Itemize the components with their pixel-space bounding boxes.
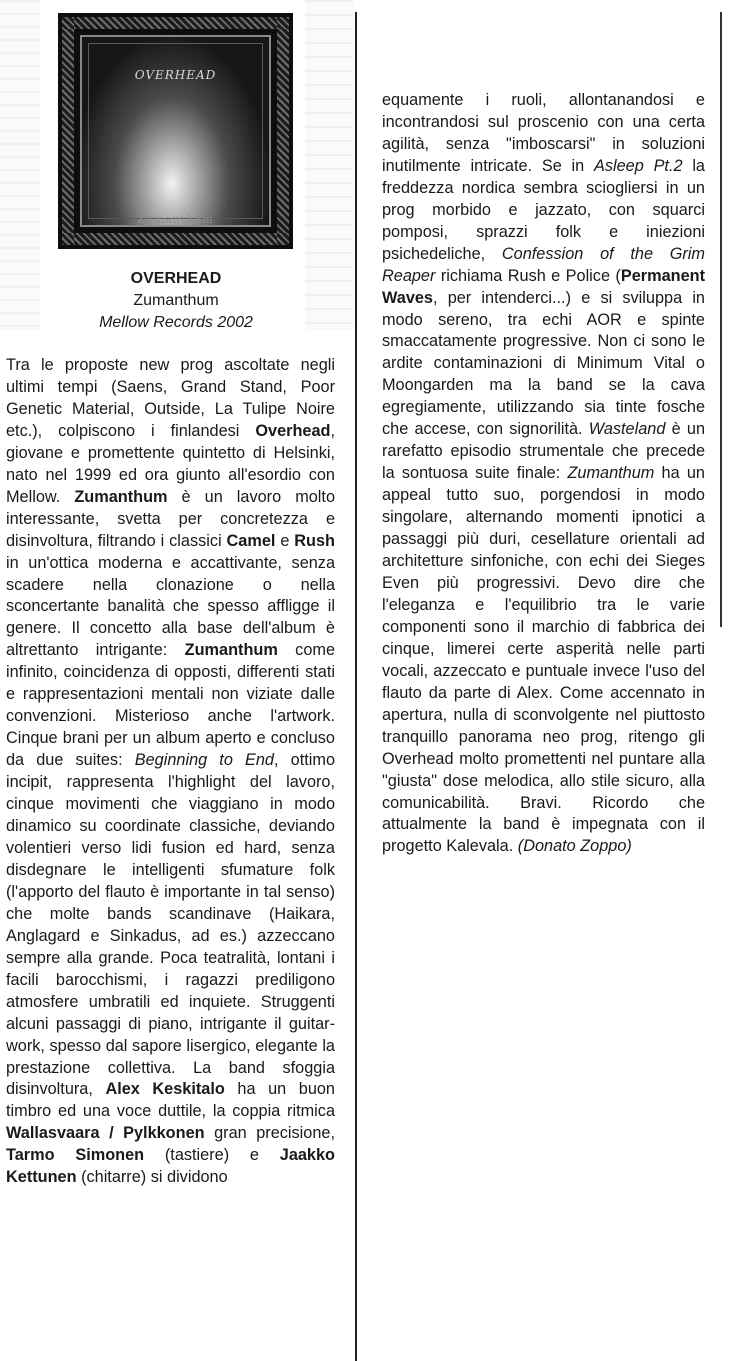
bold-name: Tarmo Simonen xyxy=(6,1146,145,1165)
text-run: in un'ottica moderna e accattivante, senza scadere nella clonazione o nella sconcertante banalità che spesso affligge il genere. Il concetto alla base dell'album è altrettanto intrigante: xyxy=(6,553,335,660)
cover-band-name: OVERHEAD xyxy=(134,68,217,82)
text-run: è un lavoro molto interessante, svetta per concretezza e disinvoltura, filtrando i classici xyxy=(6,487,336,550)
bleed-through-left xyxy=(0,0,40,330)
italic-title: Wasteland xyxy=(588,420,666,439)
text-run: , per intenderci...) e si sviluppa in modo sereno, tra echi AOR e spinte smaccatamente progressive. Non ci sono le ardite contaminazioni di Minimum Vital o Moongarden ma la band se la cava egregiamente, utilizzando sia tinte fosche che accese, con signorilità. xyxy=(382,288,705,439)
bold-name: Jaakko Kettunen xyxy=(6,1146,335,1187)
italic-title: Asleep Pt.2 xyxy=(594,156,683,175)
italic-title: Zumanthum xyxy=(567,464,655,483)
bleed-through-center xyxy=(305,0,353,330)
text-run: è un rarefatto episodio strumentale che precede la sontuosa suite finale: xyxy=(382,420,705,483)
bold-name: Alex Keskitalo xyxy=(105,1080,225,1099)
cover-album-name: Zumanthum xyxy=(137,213,214,226)
album-cover xyxy=(58,13,293,249)
bold-name: Rush xyxy=(294,531,335,550)
column-divider xyxy=(355,12,357,1361)
text-run: (tastiere) e xyxy=(144,1146,280,1165)
text-run: ha un buon timbro ed una voce duttile, la coppia ritmica xyxy=(6,1080,335,1121)
text-run: equamente i ruoli, allontanandosi e incontrandosi sul proscenio con una certa agilità, senza "imboscarsi" in soluzioni inutilmente intricate. Se in xyxy=(382,91,705,175)
review-text-right xyxy=(382,90,705,858)
text-run: e xyxy=(275,531,295,550)
band-name: OVERHEAD xyxy=(130,270,222,287)
review-column-left xyxy=(6,355,335,1189)
text-run: la freddezza nordica sembra sciogliersi in un prog morbido e jazzato, con squarci pomposi, sprazzi folk e iniezioni psichedeliche, xyxy=(382,156,705,263)
review-column-right xyxy=(382,90,705,858)
text-run: richiama Rush e Police ( xyxy=(435,266,621,285)
album-title: Zumanthum xyxy=(133,292,219,309)
text-run: (chitarre) si dividono xyxy=(76,1168,228,1187)
text-run: , ottimo incipit, rappresenta l'highlight del lavoro, cinque movimenti che viaggiano in modo dinamico su coordinate classiche, deviando volentieri verso lidi fusion ed hard, senza disdegnare le intelligenti sfumature folk (l'apporto del flauto è importante in tal senso) che molte bands scandinave (Haikara, Anglagard e Sinkadus, ad es.) azzeccano sempre alla grande. Poca teatralità, lontani i facili barocchismi, i ragazzi prediligono atmosfere umbratili ed inquiete. Struggenti alcuni passaggi di piano, intrigante il guitar-work, spesso dal sapore lisergico, elegante la prestazione collettiva. La band sfoggia disinvoltura, xyxy=(6,751,335,1099)
review-author: (Donato Zoppo) xyxy=(517,837,632,856)
bold-name: Overhead xyxy=(255,421,331,440)
review-text-left xyxy=(6,355,335,1189)
italic-title: Beginning to End xyxy=(134,751,274,770)
bold-name: Zumanthum xyxy=(184,641,278,660)
record-label: Mellow Records 2002 xyxy=(99,314,253,331)
bold-name: Camel xyxy=(226,531,276,550)
text-run: , giovane e promettente quintetto di Helsinki, nato nel 1999 ed ora giunto all'esordio con Mellow. xyxy=(6,421,335,506)
bold-name: Zumanthum xyxy=(74,487,168,506)
italic-title: Confession of the Grim Reaper xyxy=(382,244,705,285)
text-run: gran precisione, xyxy=(204,1124,335,1143)
text-run: come infinito, coincidenza di opposti, differenti stati e rappresentazioni mentali non viziate dalle convenzioni. Misterioso anche l'artwork. Cinque brani per un album aperto e concluso da due suites: xyxy=(6,641,335,770)
bold-name: Permanent Waves xyxy=(382,266,705,307)
text-run: ha un appeal tutto suo, porgendosi in modo singolare, alternando momenti ipnotici a passaggi più duri, cesellature orientali ad architetture sinfoniche, con echi dei Sieges Even più progressivi. Devo dire che l'eleganza e l'equilibrio tra le varie componenti sono il marchio di fabbrica dei cinque, limerei certe asperità nelle parti vocali, azzeccato e puntuale invece l'uso del flauto da parte di Alex. Come accennato in apertura, nulla di sconvolgente nel piuttosto tranquillo panorama neo prog, ritengo gli Overhead molto promettenti nel puntare alla "giusta" dose melodica, allo stile sicuro, alla comunicabilità. Bravi. Ricordo che attualmente la band è impegnata con il progetto Kalevala. xyxy=(382,464,705,856)
text-run: Tra le proposte new prog ascoltate negli ultimi tempi (Saens, Grand Stand, Poor Genetic Material, Outside, La Tulipe Noire etc.), colpiscono i finlandesi xyxy=(6,356,335,440)
bold-name: Wallasvaara / Pylkkonen xyxy=(6,1124,205,1143)
right-divider xyxy=(720,12,722,627)
